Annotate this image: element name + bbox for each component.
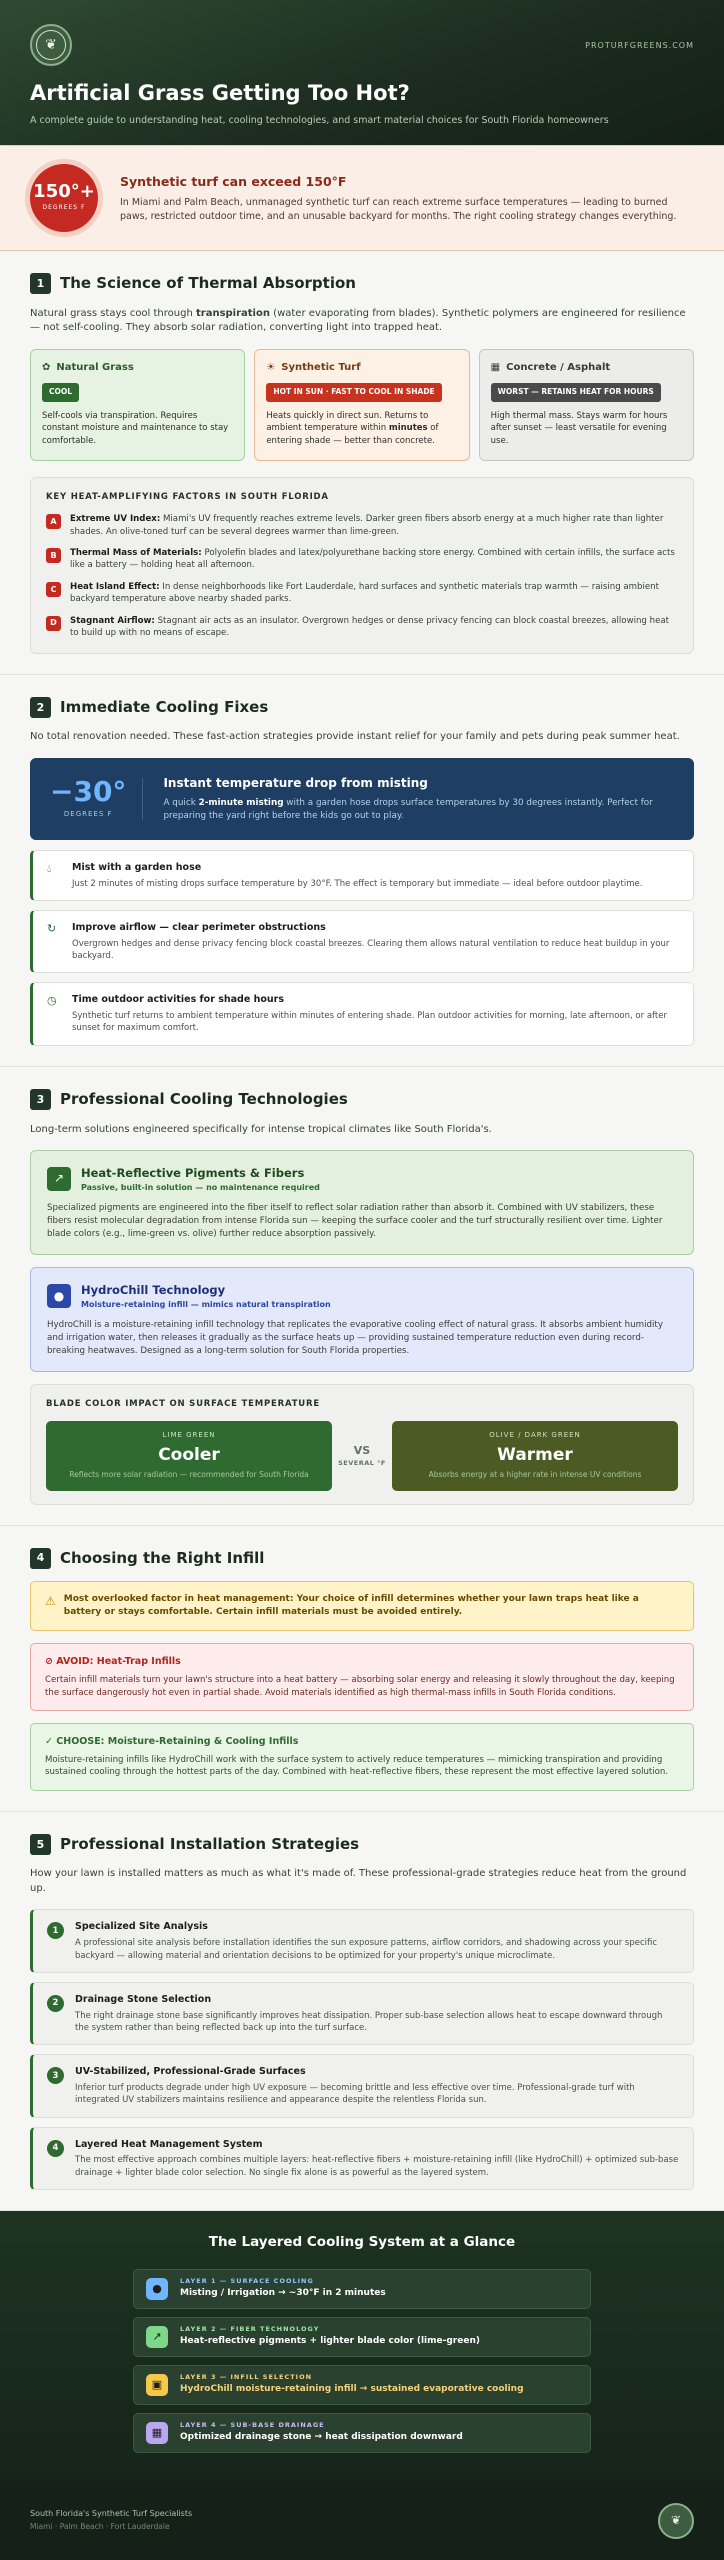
temperature-drop-value: −30° <box>50 775 127 809</box>
section-title: Choosing the Right Infill <box>60 1548 265 1567</box>
surface-comparison <box>30 349 694 461</box>
page-footer <box>0 2481 724 2560</box>
droplet-icon: ● <box>146 2278 168 2300</box>
card-concrete-asphalt: ▦ Concrete / Asphalt WORST — RETAINS HEAT FOR HOURS High thermal mass. Stays warm for hours after sunset — least versatile for evening use. <box>479 349 694 461</box>
step-item: 2 Drainage Stone Selection The right drainage stone base significantly improves heat dissipation. Proper sub-base selection allows heat to escape downward through the system rather than being reflected back up into the turf surface. <box>30 1982 694 2045</box>
footer-title: South Florida's Synthetic Turf Specialists <box>30 2508 193 2518</box>
footer-logo[interactable] <box>658 2503 694 2539</box>
sprout-icon: ✿ <box>42 361 51 373</box>
building-icon: ▦ <box>490 361 501 373</box>
layer-item: ↗ LAYER 2 — FIBER TECHNOLOGY Heat-reflective pigments + lighter blade color (lime-green) <box>133 2317 591 2357</box>
section-number: 4 <box>30 1548 51 1569</box>
leaf-icon: ❦ <box>36 30 66 60</box>
check-circle-icon: ✓ <box>45 1736 57 1748</box>
misting-highlight: −30° DEGREES F Instant temperature drop from misting A quick 2-minute misting with a garden hose drops surface temperatures by 30 degrees instantly. Perfect for preparing the yard right before the kids go out to play. <box>30 758 694 840</box>
fix-item-timing: ◷ Time outdoor activities for shade hours Synthetic turf returns to ambient temperature within minutes of entering shade. Plan outdoor activities for morning, late afternoon, or after sunset for maximum comfort. <box>30 982 694 1045</box>
misting-heading: Instant temperature drop from misting <box>163 775 428 790</box>
card-natural-grass: ✿ Natural Grass COOL Self-cools via transpiration. Requires constant moisture and maintenance to stay comfortable. <box>30 349 245 461</box>
footer-locations: Miami · Palm Beach · Fort Lauderdale <box>30 2522 170 2532</box>
temperature-unit: DEGREES F <box>42 204 86 212</box>
layered-system-summary <box>0 2211 724 2481</box>
tech-card-hydrochill: ● HydroChill Technology Moisture-retaining infill — mimics natural transpiration HydroChill is a moisture-retaining infill technology that replicates the evaporative cooling effect of natural grass. It absorbs ambient humidity and irrigation water, then releases it gradually as the surface heats up — providing sustained temperature reduction even during record-breaking heatwaves. Designed as a long-term solution for South Florida properties. <box>30 1267 694 1372</box>
section-number: 2 <box>30 697 51 718</box>
sun-icon: ☀ <box>266 361 276 373</box>
page-title: Artificial Grass Getting Too Hot? <box>30 81 410 105</box>
vs-separator: VS SEVERAL °F <box>338 1443 386 1467</box>
section-number: 1 <box>30 273 51 294</box>
temperature-value: 150°+ <box>33 181 95 203</box>
site-domain[interactable]: PROTURFGREENS.COM <box>585 41 694 50</box>
warning-callout: ⚠ Most overlooked factor in heat management: Your choice of infill determines whether your lawn traps heat like a battery or stays comfortable. Certain infill materials must be avoided entirely. <box>30 1581 694 1631</box>
tech-card-reflective-pigments: ↗ Heat-Reflective Pigments & Fibers Passive, built-in solution — no maintenance required Specialized pigments are engineered into the fiber itself to reflect solar radiation rather than absorb it. Combined with UV stabilizers, these fibers resist molecular degradation from intense Florida sun — keeping the surface cooler and the turf structurally resilient over time. Lighter blade colors (e.g., lime-green vs. olive) further reduce absorption passively. <box>30 1150 694 1255</box>
step-item: 4 Layered Heat Management System The most effective approach combines multiple layers: heat-reflective fibers + moisture-retaining infill (like HydroChill) + optimized sub-base drainage + lighter blade color selection. No single fix alone is as powerful as the layered system. <box>30 2127 694 2190</box>
factor-item: A Extreme UV Index: Miami's UV frequently reaches extreme levels. Darker green fibers absorb energy at a much higher rate than lighter shades. An olive-toned turf can be several degrees warmer than lime-green. <box>46 513 678 538</box>
section-cooling-fixes <box>0 675 724 1067</box>
heat-alert-banner <box>0 145 724 251</box>
leaf-icon: ❦ <box>670 2512 682 2527</box>
heat-factors-panel <box>30 477 694 654</box>
trend-up-icon: ↗ <box>146 2326 168 2348</box>
section-installation <box>0 1812 724 2211</box>
factor-item: B Thermal Mass of Materials: Polyolefin blades and latex/polyurethane backing store energy. Combined with certain infills, the surface acts like a battery — holding heat all afternoon. <box>46 547 678 572</box>
alert-heading: Synthetic turf can exceed 150°F <box>120 173 347 189</box>
brand-logo[interactable] <box>30 24 72 66</box>
card-synthetic-turf: ☀ Synthetic Turf HOT IN SUN · FAST TO COOL IN SHADE Heats quickly in direct sun. Returns to ambient temperature within minutes of entering shade — better than concrete. <box>254 349 469 461</box>
status-badge: HOT IN SUN · FAST TO COOL IN SHADE <box>266 383 441 402</box>
section-intro: Long-term solutions engineered specifically for intense tropical climates like South Florida's. <box>30 1123 492 1135</box>
section-number: 3 <box>30 1089 51 1110</box>
section-title: Immediate Cooling Fixes <box>60 697 269 716</box>
hero-header <box>0 0 724 145</box>
temperature-unit: DEGREES F <box>63 810 113 819</box>
section-intro: Natural grass stays cool through transpiration (water evaporating from blades). Synthetic polymers are engineered for resilience — not self-cooling. They absorb solar radiation, converting light into trapped heat. <box>30 307 686 334</box>
trend-up-icon: ↗ <box>47 1167 71 1191</box>
temperature-badge <box>30 164 98 232</box>
layer-item: ● LAYER 1 — SURFACE COOLING Misting / Irrigation → ~30°F in 2 minutes <box>133 2269 591 2309</box>
swatch-lime-green: LIME GREEN Cooler Reflects more solar radiation — recommended for South Florida <box>46 1421 332 1491</box>
factor-item: D Stagnant Airflow: Stagnant air acts as an insulator. Overgrown hedges or dense privacy fencing can block coastal breezes, allowing heat to build up with no means of escape. <box>46 615 678 640</box>
fix-item-airflow: ↻ Improve airflow — clear perimeter obstructions Overgrown hedges and dense privacy fencing block coastal breezes. Clearing them allows natural ventilation to reduce heat buildup in your backyard. <box>30 910 694 973</box>
clock-icon: ◷ <box>47 994 57 1008</box>
droplet-icon: ● <box>47 1284 71 1308</box>
swatch-olive-green: OLIVE / DARK GREEN Warmer Absorbs energy at a higher rate in intense UV conditions <box>392 1421 678 1491</box>
fix-item-mist: 💧︎ Mist with a garden hose Just 2 minutes of misting drops surface temperature by 30°F. The effect is temporary but immediate — ideal before outdoor playtime. <box>30 850 694 901</box>
summary-title: The Layered Cooling System at a Glance <box>208 2234 516 2251</box>
layer-item: ▣ LAYER 3 — INFILL SELECTION HydroChill moisture-retaining infill → sustained evaporative cooling <box>133 2365 591 2405</box>
ban-icon: ⊘ <box>45 1656 57 1668</box>
section-number: 5 <box>30 1834 51 1855</box>
step-item: 1 Specialized Site Analysis A professional site analysis before installation identifies the sun exposure patterns, airflow corridors, and shadowing across your specific backyard — allowing material and orientation decisions to be optimized for your property's unique microclimate. <box>30 1909 694 1972</box>
section-intro: How your lawn is installed matters as much as what it's made of. These professional-grade strategies reduce heat from the ground up. <box>30 1868 687 1894</box>
water-drop-icon: 💧︎ <box>47 861 52 875</box>
section-title: Professional Installation Strategies <box>60 1834 360 1853</box>
section-infill <box>0 1526 724 1812</box>
airflow-icon: ↻ <box>47 922 57 936</box>
status-badge: WORST — RETAINS HEAT FOR HOURS <box>491 383 661 402</box>
warning-icon: ⚠ <box>45 1594 56 1609</box>
page-subtitle: A complete guide to understanding heat, cooling technologies, and smart material choices for South Florida homeowners <box>30 115 609 127</box>
grid-icon: ▦ <box>146 2422 168 2444</box>
section-cooling-technologies <box>0 1067 724 1526</box>
section-title: Professional Cooling Technologies <box>60 1089 348 1108</box>
status-badge: COOL <box>42 383 79 402</box>
choose-callout: ✓ CHOOSE: Moisture-Retaining & Cooling Infills Moisture-retaining infills like HydroChill work with the surface system to actively reduce temperatures — mimicking transpiration and providing sustained cooling through the hottest parts of the day. Combined with heat-reflective fibers, these represent the most effective layered solution. <box>30 1723 694 1791</box>
section-title: The Science of Thermal Absorption <box>60 274 356 292</box>
blade-color-comparison <box>30 1384 694 1504</box>
factor-item: C Heat Island Effect: In dense neighborhoods like Fort Lauderdale, hard surfaces and synthetic materials trap warmth — raising ambient backyard temperature above nearby shaded parks. <box>46 581 678 606</box>
layer-item: ▦ LAYER 4 — SUB-BASE DRAINAGE Optimized drainage stone → heat dissipation downward <box>133 2413 591 2453</box>
box-icon: ▣ <box>146 2374 168 2396</box>
step-item: 3 UV-Stabilized, Professional-Grade Surfaces Inferior turf products degrade under high UV exposure — becoming brittle and less effective over time. Professional-grade turf with integrated UV stabilizers maintains resilience and appearance despite the relentless Florida sun. <box>30 2054 694 2117</box>
section-intro: No total renovation needed. These fast-action strategies provide instant relief for your family and pets during peak summer heat. <box>30 731 680 743</box>
avoid-callout: ⊘ AVOID: Heat-Trap Infills Certain infill materials turn your lawn's structure into a heat battery — absorbing solar energy and releasing it slowly throughout the day, keeping the surface dangerously hot even in partial shade. Avoid materials identified as high thermal-mass infills in South Florida conditions. <box>30 1643 694 1711</box>
panel-title: KEY HEAT-AMPLIFYING FACTORS IN SOUTH FLORIDA <box>46 491 329 502</box>
panel-title: BLADE COLOR IMPACT ON SURFACE TEMPERATURE <box>46 1399 320 1410</box>
section-thermal-absorption <box>0 251 724 675</box>
alert-body: In Miami and Palm Beach, unmanaged synthetic turf can reach extreme surface temperatures — leading to burned paws, restricted outdoor time, and an unusable backyard for months. The right cooling strategy changes everything. <box>120 196 677 222</box>
